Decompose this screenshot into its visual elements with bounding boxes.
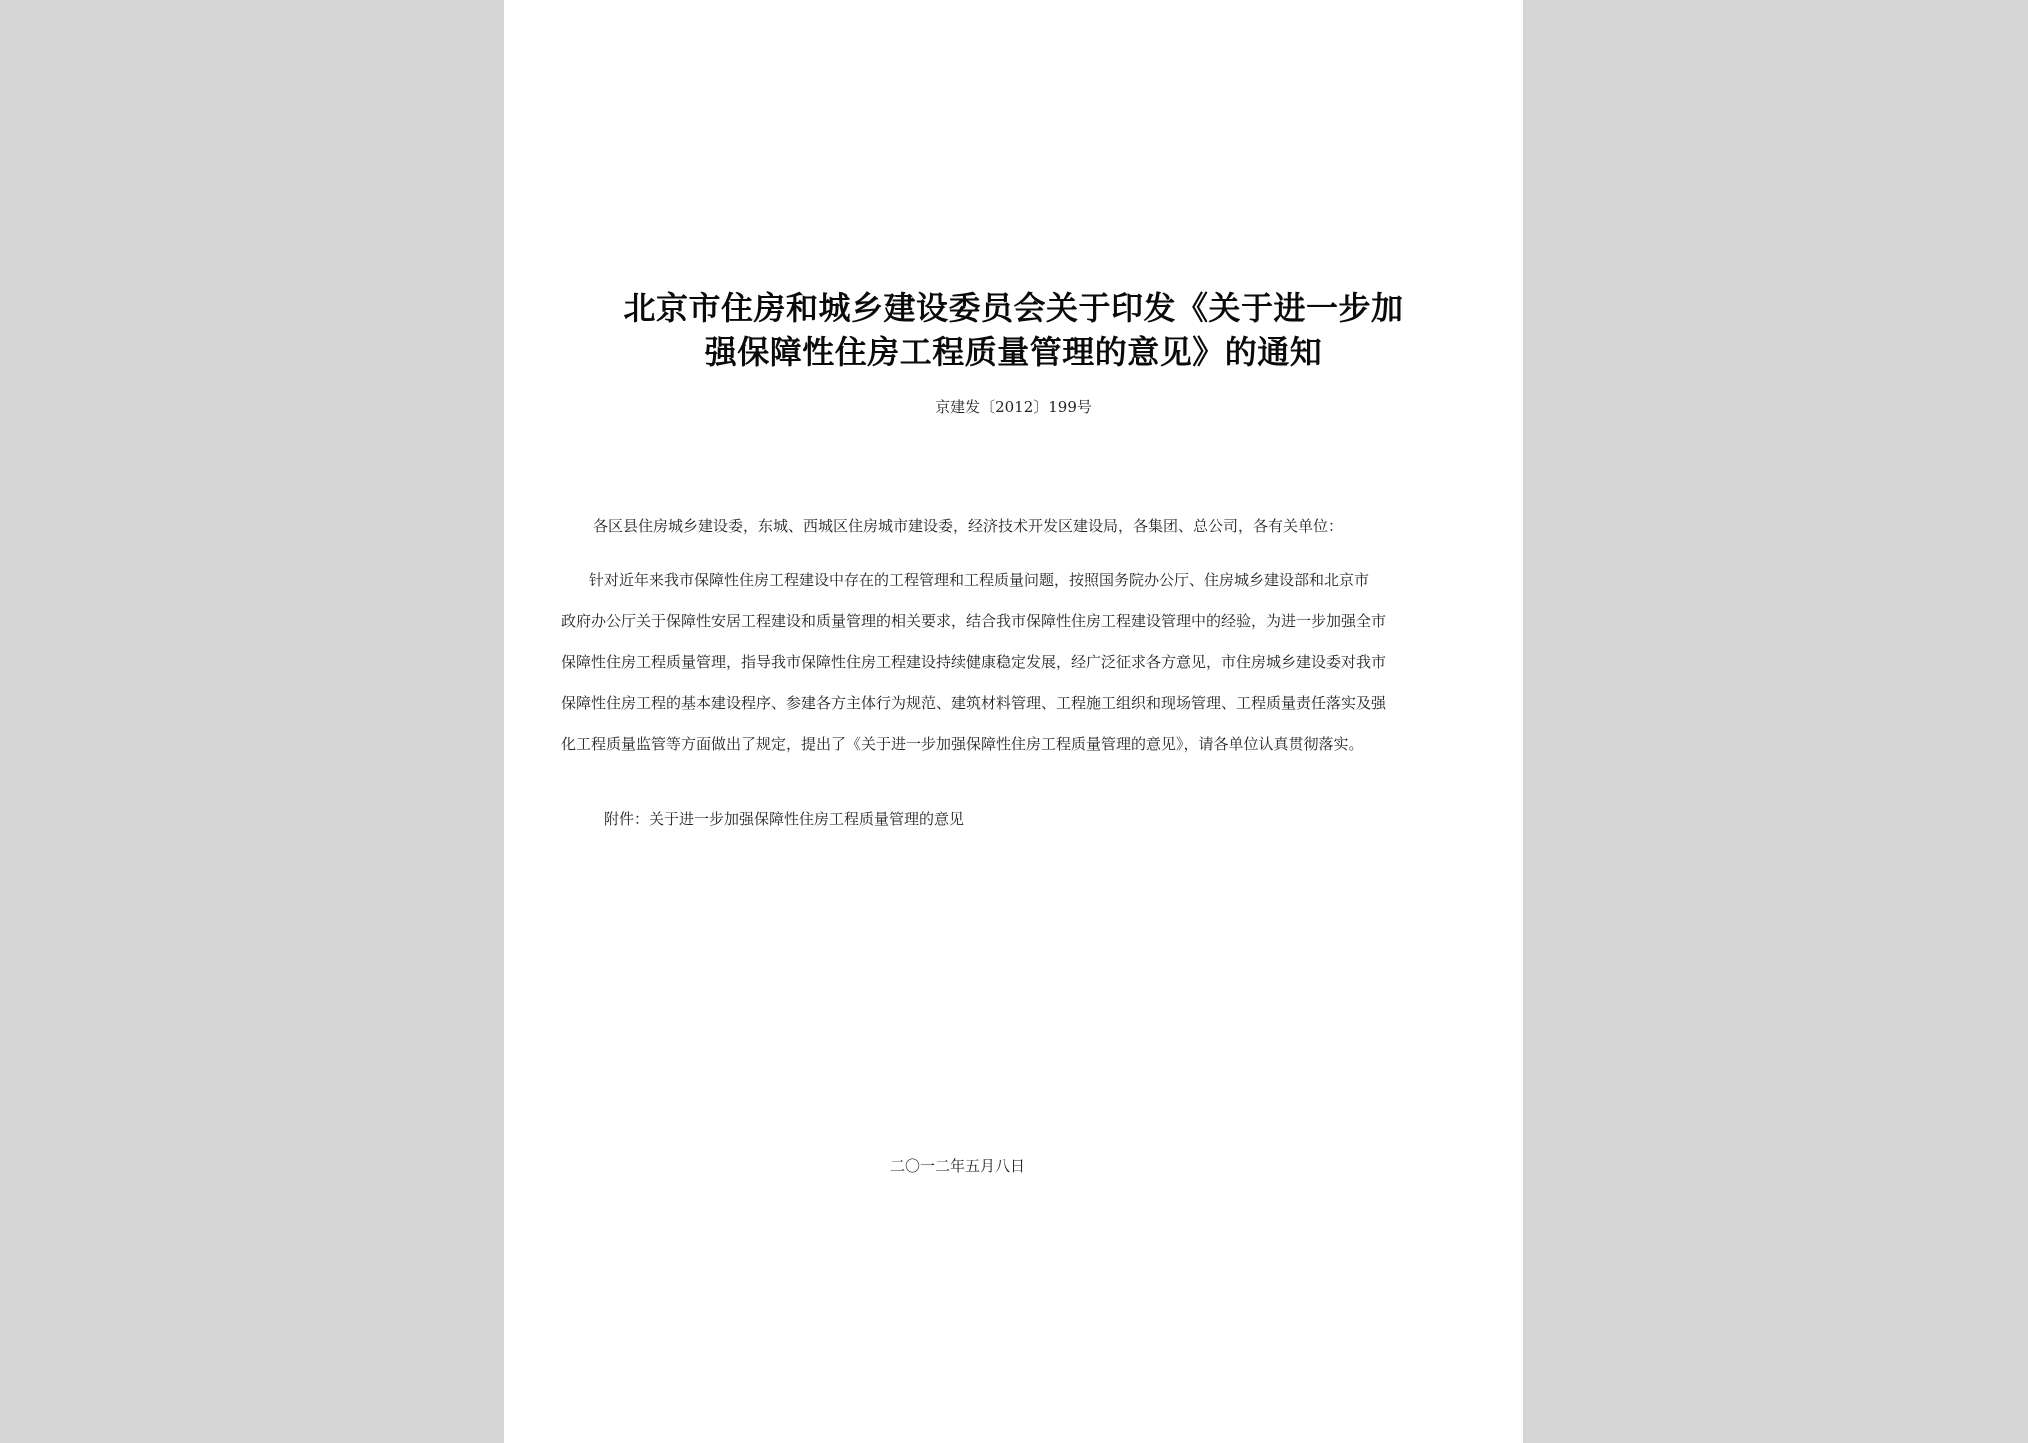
title-line-1: 北京市住房和城乡建设委员会关于印发《关于进一步加	[623, 289, 1404, 327]
issue-date: 二〇一二年五月八日	[890, 1157, 1026, 1175]
document-number: 京建发〔2012〕199号	[935, 398, 1092, 416]
body-line: 保障性住房工程质量管理，指导我市保障性住房工程建设持续健康稳定发展，经广泛征求各方意见，市住房城乡建设委对我市	[561, 653, 1387, 671]
body-paragraph	[561, 560, 1469, 765]
title-line-2: 强保障性住房工程质量管理的意见》的通知	[704, 333, 1323, 371]
body-line: 针对近年来我市保障性住房工程建设中存在的工程管理和工程质量问题，按照国务院办公厅、住房城乡建设部和北京市	[589, 571, 1370, 589]
salutation: 各区县住房城乡建设委，东城、西城区住房城市建设委，经济技术开发区建设局，各集团、总公司，各有关单位：	[593, 517, 1344, 535]
document-title	[504, 286, 1523, 374]
body-line: 保障性住房工程的基本建设程序、参建各方主体行为规范、建筑材料管理、工程施工组织和现场管理、工程质量责任落实及强	[561, 694, 1387, 712]
body-line: 政府办公厅关于保障性安居工程建设和质量管理的相关要求，结合我市保障性住房工程建设管理中的经验，为进一步加强全市	[561, 612, 1387, 630]
attachment-note: 附件：关于进一步加强保障性住房工程质量管理的意见	[604, 810, 965, 828]
body-line: 化工程质量监管等方面做出了规定，提出了《关于进一步加强保障性住房工程质量管理的意见》，请各单位认真贯彻落实。	[561, 735, 1364, 753]
document-page	[504, 0, 1523, 1443]
